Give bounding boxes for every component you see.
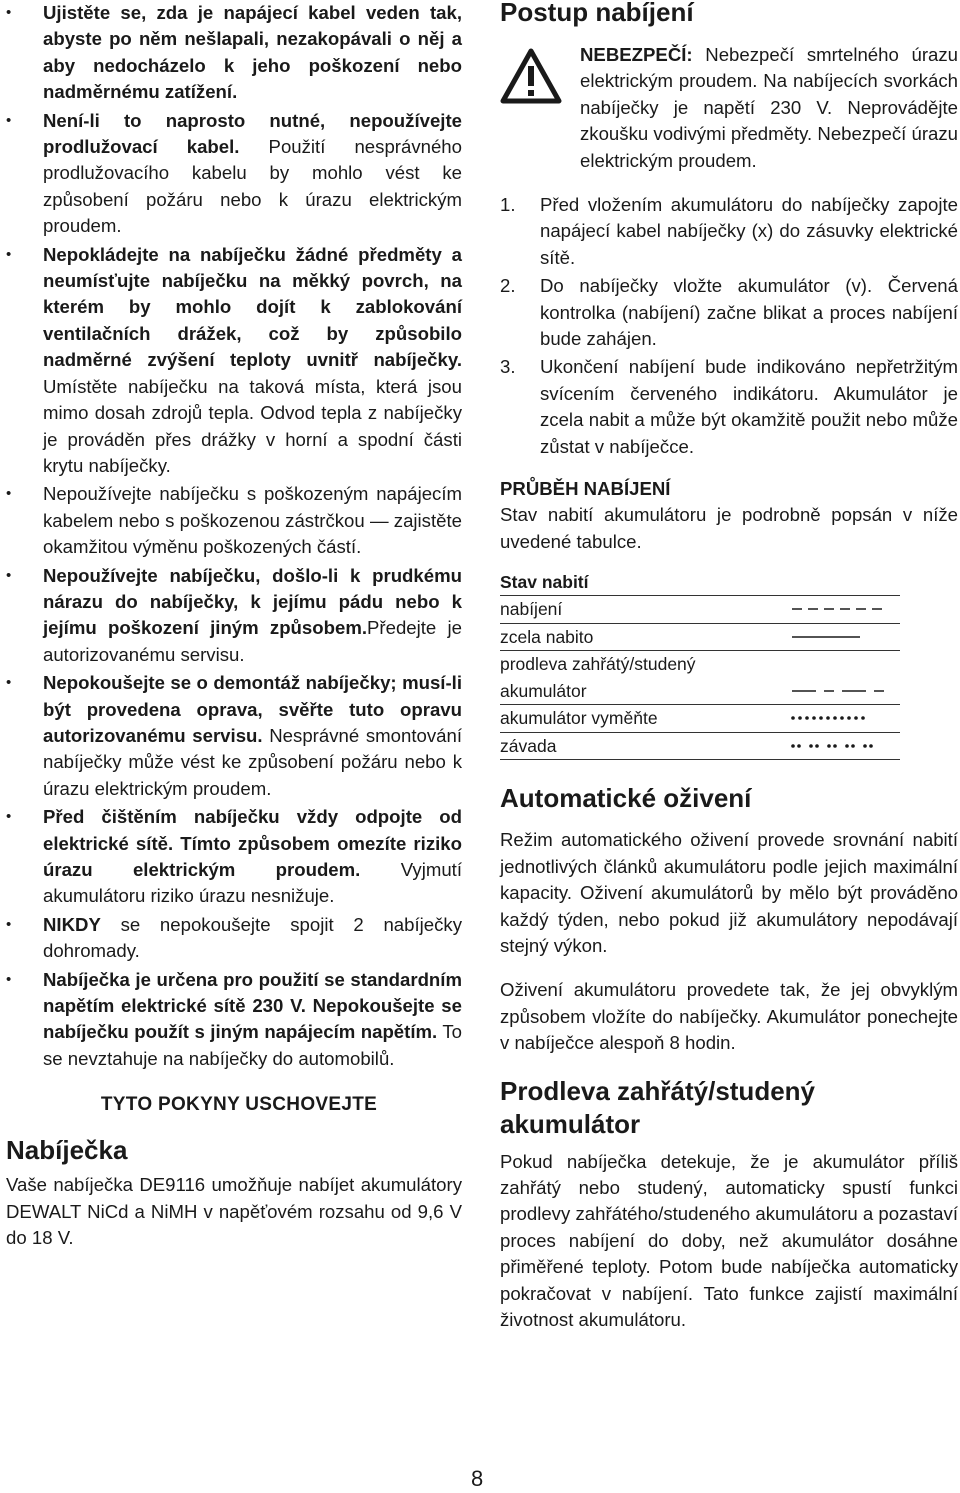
indicator-dots-pairs-icon: [790, 732, 900, 760]
bullet-bold-text: Ujistěte se, zda je napájecí kabel veden tak, abyste po něm nešlapali, nezakopávali o něj a aby nedocházelo k jeho poškození nebo nadměrnému zatížení.: [43, 2, 462, 103]
charging-step: [500, 192, 958, 271]
auto-revival-paragraph-1: Režim automatického oživení provede srovnání nabití jednotlivých článků akumulátoru podle jejich maximální kapacity. Oživení akumulátorů by mělo být prováděno každý týden, nebo pokud již akumulátory nepodávají stejný výkon.: [500, 829, 958, 957]
table-row: [500, 596, 900, 624]
bullet-text: Umístěte nabíječku na taková místa, která jsou mimo dosah zdrojů tepla. Odvod tepla z nabíječky je prováděn přes drážky v horní a spodní části krytu nabíječky.: [43, 375, 462, 476]
status-label: prodleva zahřátý/studený: [500, 654, 696, 675]
table-row: [500, 651, 900, 678]
safety-bullet-list: [6, 0, 462, 1072]
auto-revival-paragraph-2: Oživení akumulátoru provedete tak, že jej obvyklým způsobem vložíte do nabíječky. Akumulátor ponechejte v nabíječce alespoň 8 hodin.: [500, 979, 958, 1054]
charging-progress-text: Stav nabití akumulátoru je podrobně popsán v níže uvedené tabulce.: [500, 504, 958, 552]
charger-description: Vaše nabíječka DE9116 umožňuje nabíjet akumulátory DEWALT NiCd a NiMH v napěťovém rozsahu od 9,6 V do 18 V.: [6, 1174, 462, 1249]
safety-bullet: [6, 242, 462, 480]
danger-warning: [500, 42, 958, 174]
status-label: závada: [500, 732, 790, 760]
indicator-dots-dense-icon: [790, 705, 900, 733]
indicator-dash-long-short-icon: [790, 678, 900, 705]
step-number: 3.: [500, 356, 516, 378]
safety-bullet: [6, 108, 462, 240]
safety-bullet: [6, 670, 462, 802]
bullet-text: Nesprávné smontování nabíječky může vést ke způsobení požáru nebo k úrazu elektrickým proudem.: [43, 724, 462, 799]
bullet-bold-text: Nepokoušejte se o demontáž nabíječky; musí-li být provedena oprava, svěřte tuto opravu autorizovanému servisu.: [43, 672, 462, 746]
step-text: Ukončení nabíjení bude indikováno nepřetržitým svícením červeného indikátoru. Akumulátor je zcela nabit a může být okamžitě použit nebo může zůstat v nabíječce.: [540, 356, 958, 457]
indicator-solid-icon: [790, 623, 900, 651]
table-row: [500, 732, 900, 760]
bullet-bold-text: Nepokládejte na nabíječku žádné předměty a neumísťujte nabíječku na měkký povrch, na kterém by mohlo dojít k zablokování ventilačních drážek, což by způsobilo nadměrné zvýšení teploty uvnitř nabíječky.: [43, 243, 462, 371]
bullet-bold-text: Nepoužívejte nabíječku, došlo-li k prudkému nárazu do nabíječky, k jejímu pádu nebo k jejímu poškození jiným způsobem.: [43, 564, 462, 639]
status-label: akumulátor vyměňte: [500, 705, 790, 733]
safety-bullet: [6, 563, 462, 669]
keep-instructions-heading: TYTO POKYNY USCHOVEJTE: [100, 1094, 378, 1116]
table-row: [500, 678, 900, 705]
indicator-dash-short-icon: [790, 596, 900, 624]
danger-label: NEBEZPEČÍ:: [580, 44, 693, 65]
danger-text: [562, 42, 958, 174]
bullet-bold-text: Není-li to naprosto nutné, nepoužívejte prodlužovací kabel.: [43, 109, 462, 158]
table-header-row: [500, 569, 900, 596]
charging-step: [500, 354, 958, 460]
status-label: nabíjení: [500, 596, 790, 624]
bullet-text: To se nevztahuje na nabíječky do automobilů.: [43, 1021, 463, 1069]
step-number: 1.: [500, 194, 516, 216]
status-label: akumulátor: [500, 678, 790, 705]
bullet-bold-text: Před čištěním nabíječku vždy odpojte od elektrické sítě. Tímto způsobem omezíte riziko úrazu elektrickým proudem.: [43, 806, 462, 880]
step-text: Před vložením akumulátoru do nabíječky zapojte napájecí kabel nabíječky (x) do zásuvky elektrické sítě.: [540, 194, 958, 268]
danger-body: Nebezpečí smrtelného úrazu elektrickým proudem. Na nabíjecích svorkách nabíječky je napětí 230 V. Neprovádějte zkoušku vodivými předměty. Nebezpečí úrazu elektrickým proudem.: [580, 44, 958, 171]
safety-bullet: [6, 0, 462, 106]
left-column: [6, 0, 462, 1251]
table-row: [500, 705, 900, 733]
page-number: 8: [471, 1466, 484, 1491]
bullet-text: Nepoužívejte nabíječku s poškozeným napájecím kabelem nebo s poškozenou zástrčkou — zajistěte okamžitou výměnu poškozených částí.: [43, 483, 462, 558]
safety-bullet: [6, 912, 462, 965]
auto-revival-heading: Automatické oživení: [500, 783, 752, 814]
hot-cold-delay-heading: Prodleva zahřátý/studený akumulátor: [500, 1075, 815, 1139]
status-label: zcela nabito: [500, 623, 790, 651]
safety-bullet: [6, 804, 462, 910]
charger-heading: Nabíječka: [6, 1135, 128, 1166]
charging-steps: [500, 192, 958, 460]
safety-bullet: [6, 967, 462, 1073]
right-column: [500, 0, 958, 1334]
bullet-text: Předejte je autorizovanému servisu.: [43, 617, 462, 665]
bullet-text: se nepokoušejte spojit 2 nabíječky dohromady.: [43, 913, 462, 962]
bullet-bold-text: Nabíječka je určena pro použití se standardním napětím elektrické sítě 230 V. Nepokoušejte se nabíječku použít s jiným napájecím napětím.: [43, 968, 462, 1043]
hot-cold-delay-text: Pokud nabíječka detekuje, že je akumulátor příliš zahřátý nebo studený, automaticky spustí funkci prodlevy zahřátého/studeného akumulátoru a pozastaví proces nabíjení do doby, než akumulátor dosáhne přiměřené teploty. Potom bude nabíječka automaticky pokračovat v nabíjení. Tato funkce zajistí maximální životnost akumulátoru.: [500, 1150, 958, 1331]
bullet-bold-text: NIKDY: [43, 913, 101, 935]
warning-triangle-icon: [500, 42, 562, 174]
safety-bullet: [6, 481, 462, 560]
charging-step: [500, 273, 958, 352]
charging-procedure-heading: Postup nabíjení: [500, 0, 694, 27]
table-row: [500, 623, 900, 651]
bullet-text: Použití nesprávného prodlužovacího kabelu by mohlo vést ke způsobení požáru nebo k úrazu elektrickým proudem.: [43, 136, 462, 237]
bullet-text: Vyjmutí akumulátoru riziko úrazu nesnižuje.: [43, 859, 462, 907]
step-number: 2.: [500, 275, 516, 297]
charging-progress-heading: PRŮBĚH NABÍJENÍ: [500, 478, 671, 500]
charge-status-table: [500, 569, 900, 761]
step-text: Do nabíječky vložte akumulátor (v). Červená kontrolka (nabíjení) začne blikat a proces nabíjení bude zahájen.: [540, 275, 958, 350]
table-header: Stav nabití: [500, 569, 900, 596]
